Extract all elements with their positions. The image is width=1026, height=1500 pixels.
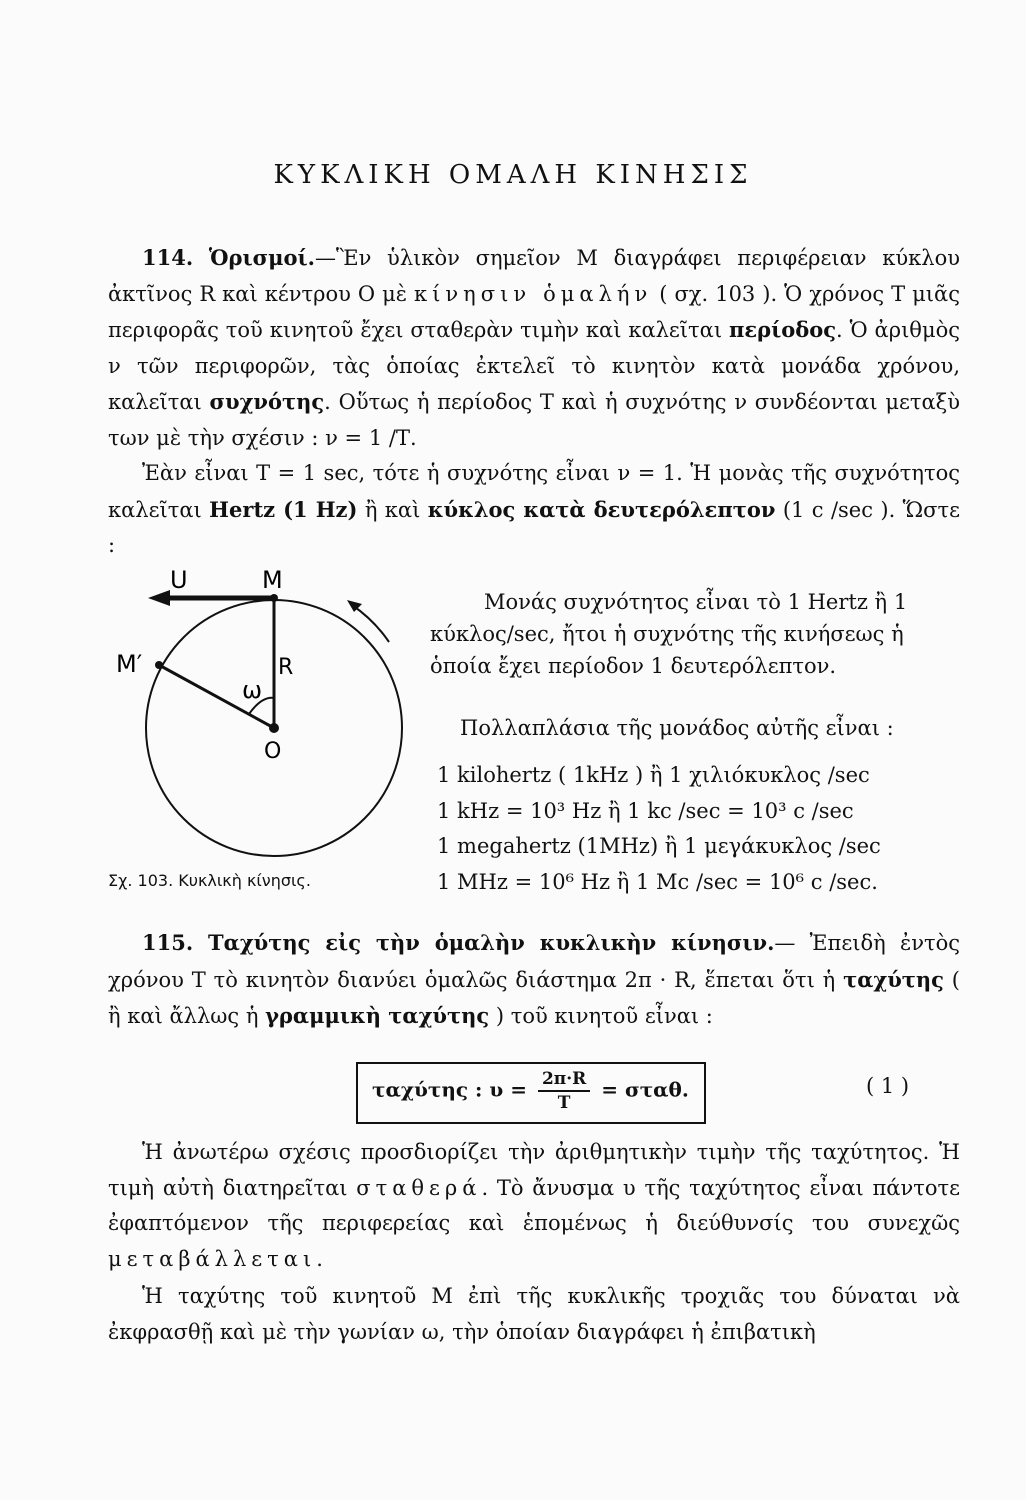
velocity-arrowhead [148,590,170,606]
formula-numerator: 2π·R [538,1068,590,1092]
section-114-text-6: ἢ καὶ [357,497,428,522]
label-m: M [262,566,283,594]
page-title: ΚΥΚΛΙΚΗ ΟΜΑΛΗ ΚΙΝΗΣΙΣ [273,160,753,190]
angular-speed-paragraph [108,1279,960,1350]
section-114-text-4: . Οὕτως ἡ περίοδος Τ καὶ ἡ συχνότης ν συνδέονται μεταξὺ των μὲ τὴν σχέσιν : ν = 1 /Τ. [108,390,961,450]
section-115-text-3: ) τοῦ κινητοῦ εἶναι : [489,1004,713,1028]
hertz-definition: Μονάς συχνότητος εἶναι τὸ 1 Hertz ἢ 1 κύκλος/sec, ἤτοι ἡ συχνότης τῆς κινήσεως ἡ ὁποία ἔχει περίοδον 1 δευτερόλεπτον. [430,590,908,678]
after-text-c: . [316,1246,323,1271]
equation-number: ( 1 ) [866,1074,910,1098]
term-speed: ταχύτης [843,966,944,992]
term-linear-speed: γραμμικὴ ταχύτης [265,1003,490,1028]
section-115-heading: 115. Ταχύτης εἰς τὴν ὁμαλὴν κυκλικὴν κίνησιν. [142,930,775,955]
after-spaced-1: σταθερά [356,1175,482,1200]
after-text-a: Ἡ ἀνωτέρω σχέσις προσδιορίζει τὴν ἀριθμητικὴν τιμὴν τῆς ταχύτητος. Ἡ τιμὴ αὐτὴ διατηρεῖται [108,1140,960,1200]
motion-direction-arc [352,605,389,642]
after-text-2: Ἡ ταχύτης τοῦ κινητοῦ Μ ἐπὶ τῆς κυκλικῆς τροχιᾶς του δύναται νὰ ἐκφρασθῇ καὶ μὲ τὴν γωνίαν ω, τὴν ὁποίαν διαγράφει ἡ ἐπιβατικὴ [108,1284,960,1344]
formula-box [356,1062,706,1124]
section-114-spaced-1: κίνησιν ὁμαλήν [414,281,653,306]
figure-caption: Σχ. 103. Κυκλικὴ κίνησις. [108,871,311,890]
center-o [269,723,279,733]
formula-denominator: T [557,1093,571,1113]
speed-formula [372,1068,689,1114]
after-text-b: . Τὸ ἄνυσμα υ τῆς ταχύτητος εἶναι πάντοτε ἐφαπτόμενον τῆς περιφερείας καὶ ἑπομένως ἡ διεύθυνσίς του συνεχῶς [108,1175,961,1235]
unit-line: 1 megahertz (1MHz) ἢ 1 μεγάκυκλος /sec [437,834,881,858]
formula-fraction [538,1068,590,1114]
point-m [270,594,278,602]
multiples-intro: Πολλαπλάσια τῆς μονάδος αὐτῆς εἶναι : [460,716,894,740]
label-r: R [278,655,294,680]
speed-direction-paragraph [108,1135,960,1277]
section-115-text-1: — Ἐπειδὴ ἐντὸς χρόνου Τ τὸ κινητὸν διανύει ὁμαλῶς διάστημα 2π · R, ἕπεται ὅτι ἡ [108,931,960,992]
label-m-prime: M′ [116,650,143,678]
label-o: O [264,739,282,764]
unit-line: 1 kilohertz ( 1kHz ) ἢ 1 χιλιόκυκλος /sec [437,763,870,787]
figure-103 [104,560,434,900]
section-114-number: 114. [142,245,194,270]
section-114-text-3: . Ὁ ἀριθμὸς ν τῶν περιφορῶν, τὰς ὁποίας ἐκτελεῖ τὸ κινητὸν κατὰ μονάδα χρόνου, καλεῖται [108,318,961,414]
unit-line: 1 kHz = 10³ Hz ἢ 1 kc /sec = 10³ c /sec [437,798,854,823]
after-spaced-2: μεταβάλλεται [108,1246,317,1271]
label-omega: ω [242,676,263,704]
section-114-paragraph [108,240,960,564]
section-114-text-5: Ἐὰν εἶναι Τ = 1 sec, τότε ἡ συχνότης εἶναι ν = 1. Ἡ μονὰς τῆς συχνότητος καλεῖται [108,461,960,522]
unit-multiples-list [437,758,962,900]
label-u: U [170,566,188,594]
unit-line: 1 MHz = 10⁶ Hz ἢ 1 Mc /sec = 10⁶ c /sec. [437,869,878,894]
section-114-heading: Ὁρισμοί. [208,245,315,270]
section-114-text-7: (1 c /sec ). Ὥστε : [108,497,960,557]
formula-left: ταχύτης : υ = [372,1077,527,1102]
term-frequency: συχνότης [209,389,325,414]
section-114-text-1: —Ἓν ὑλικὸν σημεῖον Μ διαγράφει περιφέρειαν κύκλου ἀκτῖνος R καὶ κέντρου Ο μὲ [108,246,960,306]
term-period: περίοδος [728,317,837,342]
term-cycle-per-second: κύκλος κατὰ δευτερόλεπτον [427,496,776,522]
term-hertz: Hertz (1 Hz) [209,496,358,522]
point-m-prime [155,661,163,669]
section-115-paragraph [108,925,960,1035]
formula-right: = σταθ. [601,1077,689,1102]
section-114-text-2: ( σχ. 103 ). Ὁ χρόνος Τ μιᾶς περιφορᾶς τοῦ κινητοῦ ἔχει σταθερὰν τιμὴν καὶ καλεῖται [108,281,960,342]
section-115-text-2: ( ἢ καὶ ἄλλως ἡ [108,967,960,1028]
